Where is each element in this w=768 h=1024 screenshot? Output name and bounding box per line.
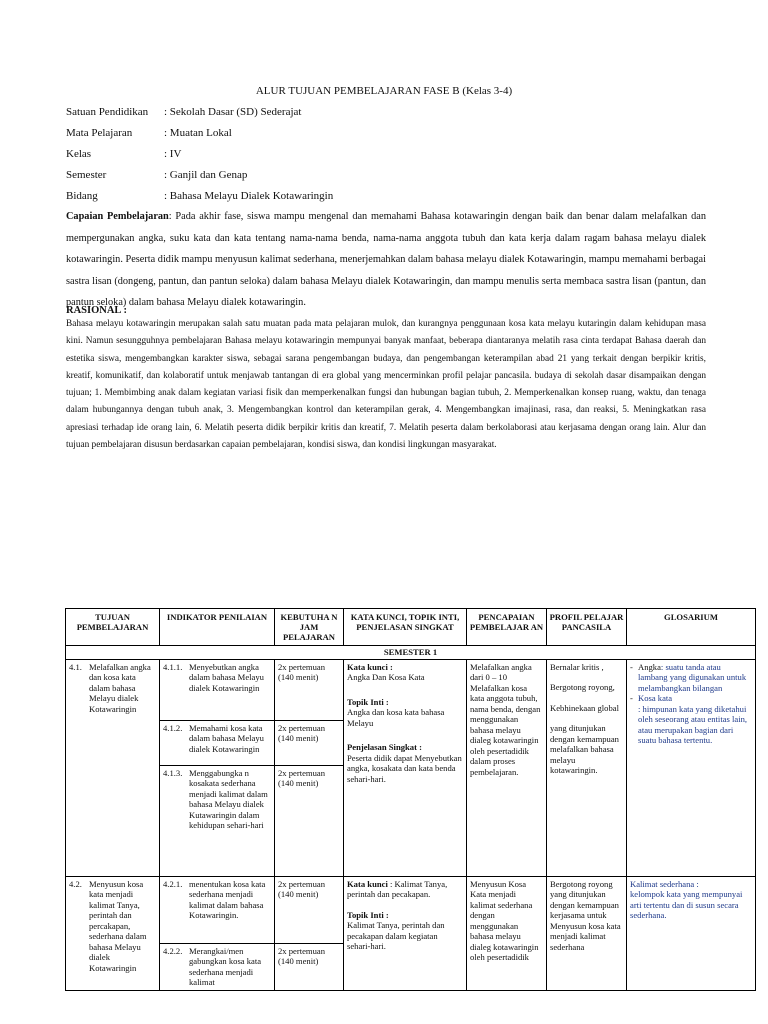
atp-table — [65, 608, 756, 991]
profil-item: yang ditunjukan dengan kemampuan melafalkan bahasa melayu kotawaringin. — [550, 723, 619, 775]
pencapaian-cell: Melafalkan angka dari 0 – 10 Melafalkan kosa kata anggota tubuh, nama benda, dengan menggunakan bahasa melayu dialeg kotawaringin oleh pesertadidik dalam proses pembelajaran. — [467, 659, 547, 876]
ti-sep: : — [383, 909, 389, 920]
indikator-cell — [160, 659, 275, 720]
ps-sep: : — [416, 742, 422, 752]
profil-item: Bernalar kritis , — [550, 661, 604, 672]
meta-key: Mata Pelajaran — [66, 127, 133, 139]
glosarium-cell — [627, 876, 756, 990]
kk-label: Kata kunci — [347, 878, 388, 889]
meta-value: : Ganjil dan Genap — [164, 169, 248, 181]
semester-label: SEMESTER 1 — [66, 646, 756, 660]
indikator-text: Menggabungka n kosakata sederhana menjadi kalimat dalam bahasa Melayu dialek Kutawaringin dalam kehidupan sehari-hari — [189, 767, 268, 830]
indikator-text: menentukan kosa kata sederhana menjadi kalimat dalam bahasa Kotawaringin. — [189, 878, 266, 920]
indikator-number: 4.1.2. — [163, 722, 183, 733]
tujuan-text: Menyusun kosa kata menjadi kalimat Tanya, perintah dan percakapan, sederhana dalam bahasa Melayu dialek Kotawaringin — [89, 878, 147, 973]
header-pencapaian: PENCAPAIAN PEMBELAJAR AN — [467, 609, 547, 646]
ti-label: Topik Inti — [347, 696, 384, 707]
indikator-text: Menyebutkan angka dalam bahasa Melayu dialek Kotawaringin — [189, 661, 264, 693]
jam-cell: 2x pertemuan (140 menit) — [275, 659, 344, 720]
meta-value: : Sekolah Dasar (SD) Sederajat — [164, 106, 302, 118]
indikator-cell — [160, 876, 275, 943]
header-profil: PROFIL PELAJAR PANCASILA — [547, 609, 627, 646]
kk-label: Kata kunci — [347, 661, 388, 672]
indikator-text: Merangkai/men gabungkan kosa kata sederhana menjadi kalimat — [189, 945, 262, 987]
header-kata-kunci: KATA KUNCI, TOPIK INTI, PENJELASAN SINGKAT — [344, 609, 467, 646]
glos-def: kelompok kata yang mempunyai arti tertentu dan di susun secara sederhana. — [630, 889, 743, 920]
indikator-cell — [160, 720, 275, 765]
glos-term: Angka — [638, 661, 661, 672]
profil-item: Kebhinekaan global — [550, 702, 619, 713]
profil-cell: Bergotong royong yang ditunjukan dengan kemampuan kerjasama untuk Menyusun kosa kata menjadi kalimat sederhana — [547, 876, 627, 990]
header-tujuan: TUJUAN PEMBELAJARAN — [66, 609, 160, 646]
indikator-text: Memahami kosa kata dalam bahasa Melayu dialek Kotawaringin — [189, 722, 264, 754]
jam-cell: 2x pertemuan (140 menit) — [275, 876, 344, 943]
ps-label: Penjelasan Singkat — [347, 742, 417, 752]
kk-text: Angka Dan Kosa Kata — [347, 672, 425, 682]
tujuan-number: 4.2. — [69, 878, 82, 889]
table-row — [66, 659, 756, 720]
page-title: ALUR TUJUAN PEMBELAJARAN FASE B (Kelas 3-4) — [255, 85, 513, 97]
jam-cell: 2x pertemuan (140 menit) — [275, 720, 344, 765]
indikator-number: 4.1.3. — [163, 767, 183, 778]
jam-cell: 2x pertemuan (140 menit) — [275, 765, 344, 876]
tujuan-cell — [66, 659, 160, 876]
kata-kunci-cell — [344, 659, 467, 876]
header-glosarium: GLOSARIUM — [627, 609, 756, 646]
profil-cell — [547, 659, 627, 876]
meta-key: Bidang — [66, 190, 98, 202]
kk-sep: : — [387, 661, 393, 672]
tujuan-cell — [66, 876, 160, 990]
meta-key: Satuan Pendidikan — [66, 106, 149, 118]
meta-key: Kelas — [66, 148, 92, 160]
capaian-text: : Pada akhir fase, siswa mampu mengenal dan memahami Bahasa kotawaringin dengan baik dan benar dalam melafalkan dan mempergunakan angka, suku kata dan kata tentang nama-nama benda, nama-nama anggota tubuh dan kata kerja dalam ragam bahasa melayu dialek kotawaringin. Peserta didik mampu menyusun kalimat sederhana, menerjemahkan dalam bahasa melayu dialek Kotawaringin, mampu memahami berbagai sastra lisan (dongeng, pantun, dan pantun seloka) dalam bahasa Melayu dialek Kotawaringin, dan mampu menulis serta membaca sastra lisan (pantun, dan pantun seloka) dalam bahasa Melayu dialek kotawaringin. — [66, 211, 706, 308]
profil-item: Bergotong royong, — [550, 682, 615, 692]
ti-text: Angka dan kosa kata bahasa Melayu — [347, 707, 445, 728]
indikator-cell — [160, 943, 275, 990]
indikator-cell — [160, 765, 275, 876]
glos-term: Kalimat sederhana : — [630, 878, 699, 889]
indikator-number: 4.1.1. — [163, 661, 183, 672]
ti-text: Kalimat Tanya, perintah dan pecakapan dalam kegiatan sehari-hari. — [347, 920, 445, 951]
rasional-paragraph: Bahasa melayu kotawaringin merupakan salah satu muatan pada mata pelajaran mulok, dan kurangnya penggunaan kosa kata melayu kutaringin dalam kehidupan masa kini. Namun sesungguhnya pembelajaran Bahasa melayu kotawaringin mempunyai banyak manfaat, beberapa diantaranya melatih rasa cinta terdapat Bahasa daerah dan estetika siswa, mengembangkan karakter siswa, sebagai sarana pengembangan budaya, dan pengembangan keterampilan abad 21 yang terkait dengan berpikir kritis, kreatif, komunikatif, dan kolaboratif untuk menjawab tantangan di era global yang mencerminkan profil pelajar pancasila. budaya di sekolah dasar disampaikan dengan tujuan; 1. Membimbing anak dalam kegiatan variasi fisik dan memperkenalkan fungsi dan hubungan bagian tubuh, 2. Memperkenalkan konsep ruang, waktu, dan tenaga dalam hubungannya dengan tubuh anak, 3. Mengembangkan kontrol dan keterampilan gerak, 4. Mengembangkan imajinasi, rasa, dan reaksi, 5. Meningkatkan rasa apresiasi terhadap ide orang lain, 6. Melatih peserta didik berpikir kritis dan kreatif, 7. Melatih peserta dalam berkolaborasi atau kerjasama dengan orang lain. Alur dan tujuan pembelajaran disusun berdasarkan capaian pembelajaran, kondisi siswa, dan kondisi lingkungan masyarakat. — [66, 319, 706, 451]
capaian-paragraph — [66, 206, 706, 314]
ti-sep: : — [383, 696, 389, 707]
rasional-label: RASIONAL : — [66, 305, 127, 316]
table-row — [66, 876, 756, 943]
meta-key: Semester — [66, 169, 107, 181]
indikator-number: 4.2.1. — [163, 878, 183, 889]
meta-value: : Bahasa Melayu Dialek Kotawaringin — [164, 190, 334, 202]
glos-def: : suatu tanda atau lambang yang digunakan untuk melambangkan bilangan — [638, 661, 747, 693]
kk-text: : Kalimat Tanya, perintah dan pecakapan. — [347, 878, 448, 899]
kata-kunci-cell — [344, 876, 467, 990]
header-jam: KEBUTUHA N JAM PELAJARAN — [275, 609, 344, 646]
meta-value: : IV — [164, 148, 182, 160]
pencapaian-cell: Menyusun Kosa Kata menjadi kalimat sederhana dengan menggunakan bahasa melayu dialeg kotawaringin oleh pesertadidik — [467, 876, 547, 990]
jam-cell: 2x pertemuan (140 menit) — [275, 943, 344, 990]
meta-value: : Muatan Lokal — [164, 127, 232, 139]
tujuan-text: Melafalkan angka dan kosa kata dalam bahasa Melayu dialek Kotawaringin — [89, 661, 151, 714]
ti-label: Topik Inti — [347, 909, 384, 920]
glos-def: : himpunan kata yang diketahui oleh seseorang atau entitas lain, atau merupakan bagian dari suatu bahasa tertentu. — [638, 703, 748, 745]
table-header-row — [66, 609, 756, 646]
capaian-label: Capaian Pembelajaran — [66, 211, 169, 222]
indikator-number: 4.2.2. — [163, 945, 183, 956]
tujuan-number: 4.1. — [69, 661, 82, 672]
glosarium-cell: - Angka: suatu tanda atau lambang yang digunakan untuk melambangkan bilangan - Kosa kata : himpunan kata yang diketahui oleh seseorang atau entitas lain, atau merupakan bagian dari suatu bahasa tertentu. — [627, 659, 756, 876]
header-indikator: INDIKATOR PENILAIAN — [160, 609, 275, 646]
glos-term: Kosa kata — [638, 693, 673, 703]
ps-text: Peserta didik dapat Menyebutkan angka, kosakata dan kata benda sehari-hari. — [347, 752, 462, 784]
